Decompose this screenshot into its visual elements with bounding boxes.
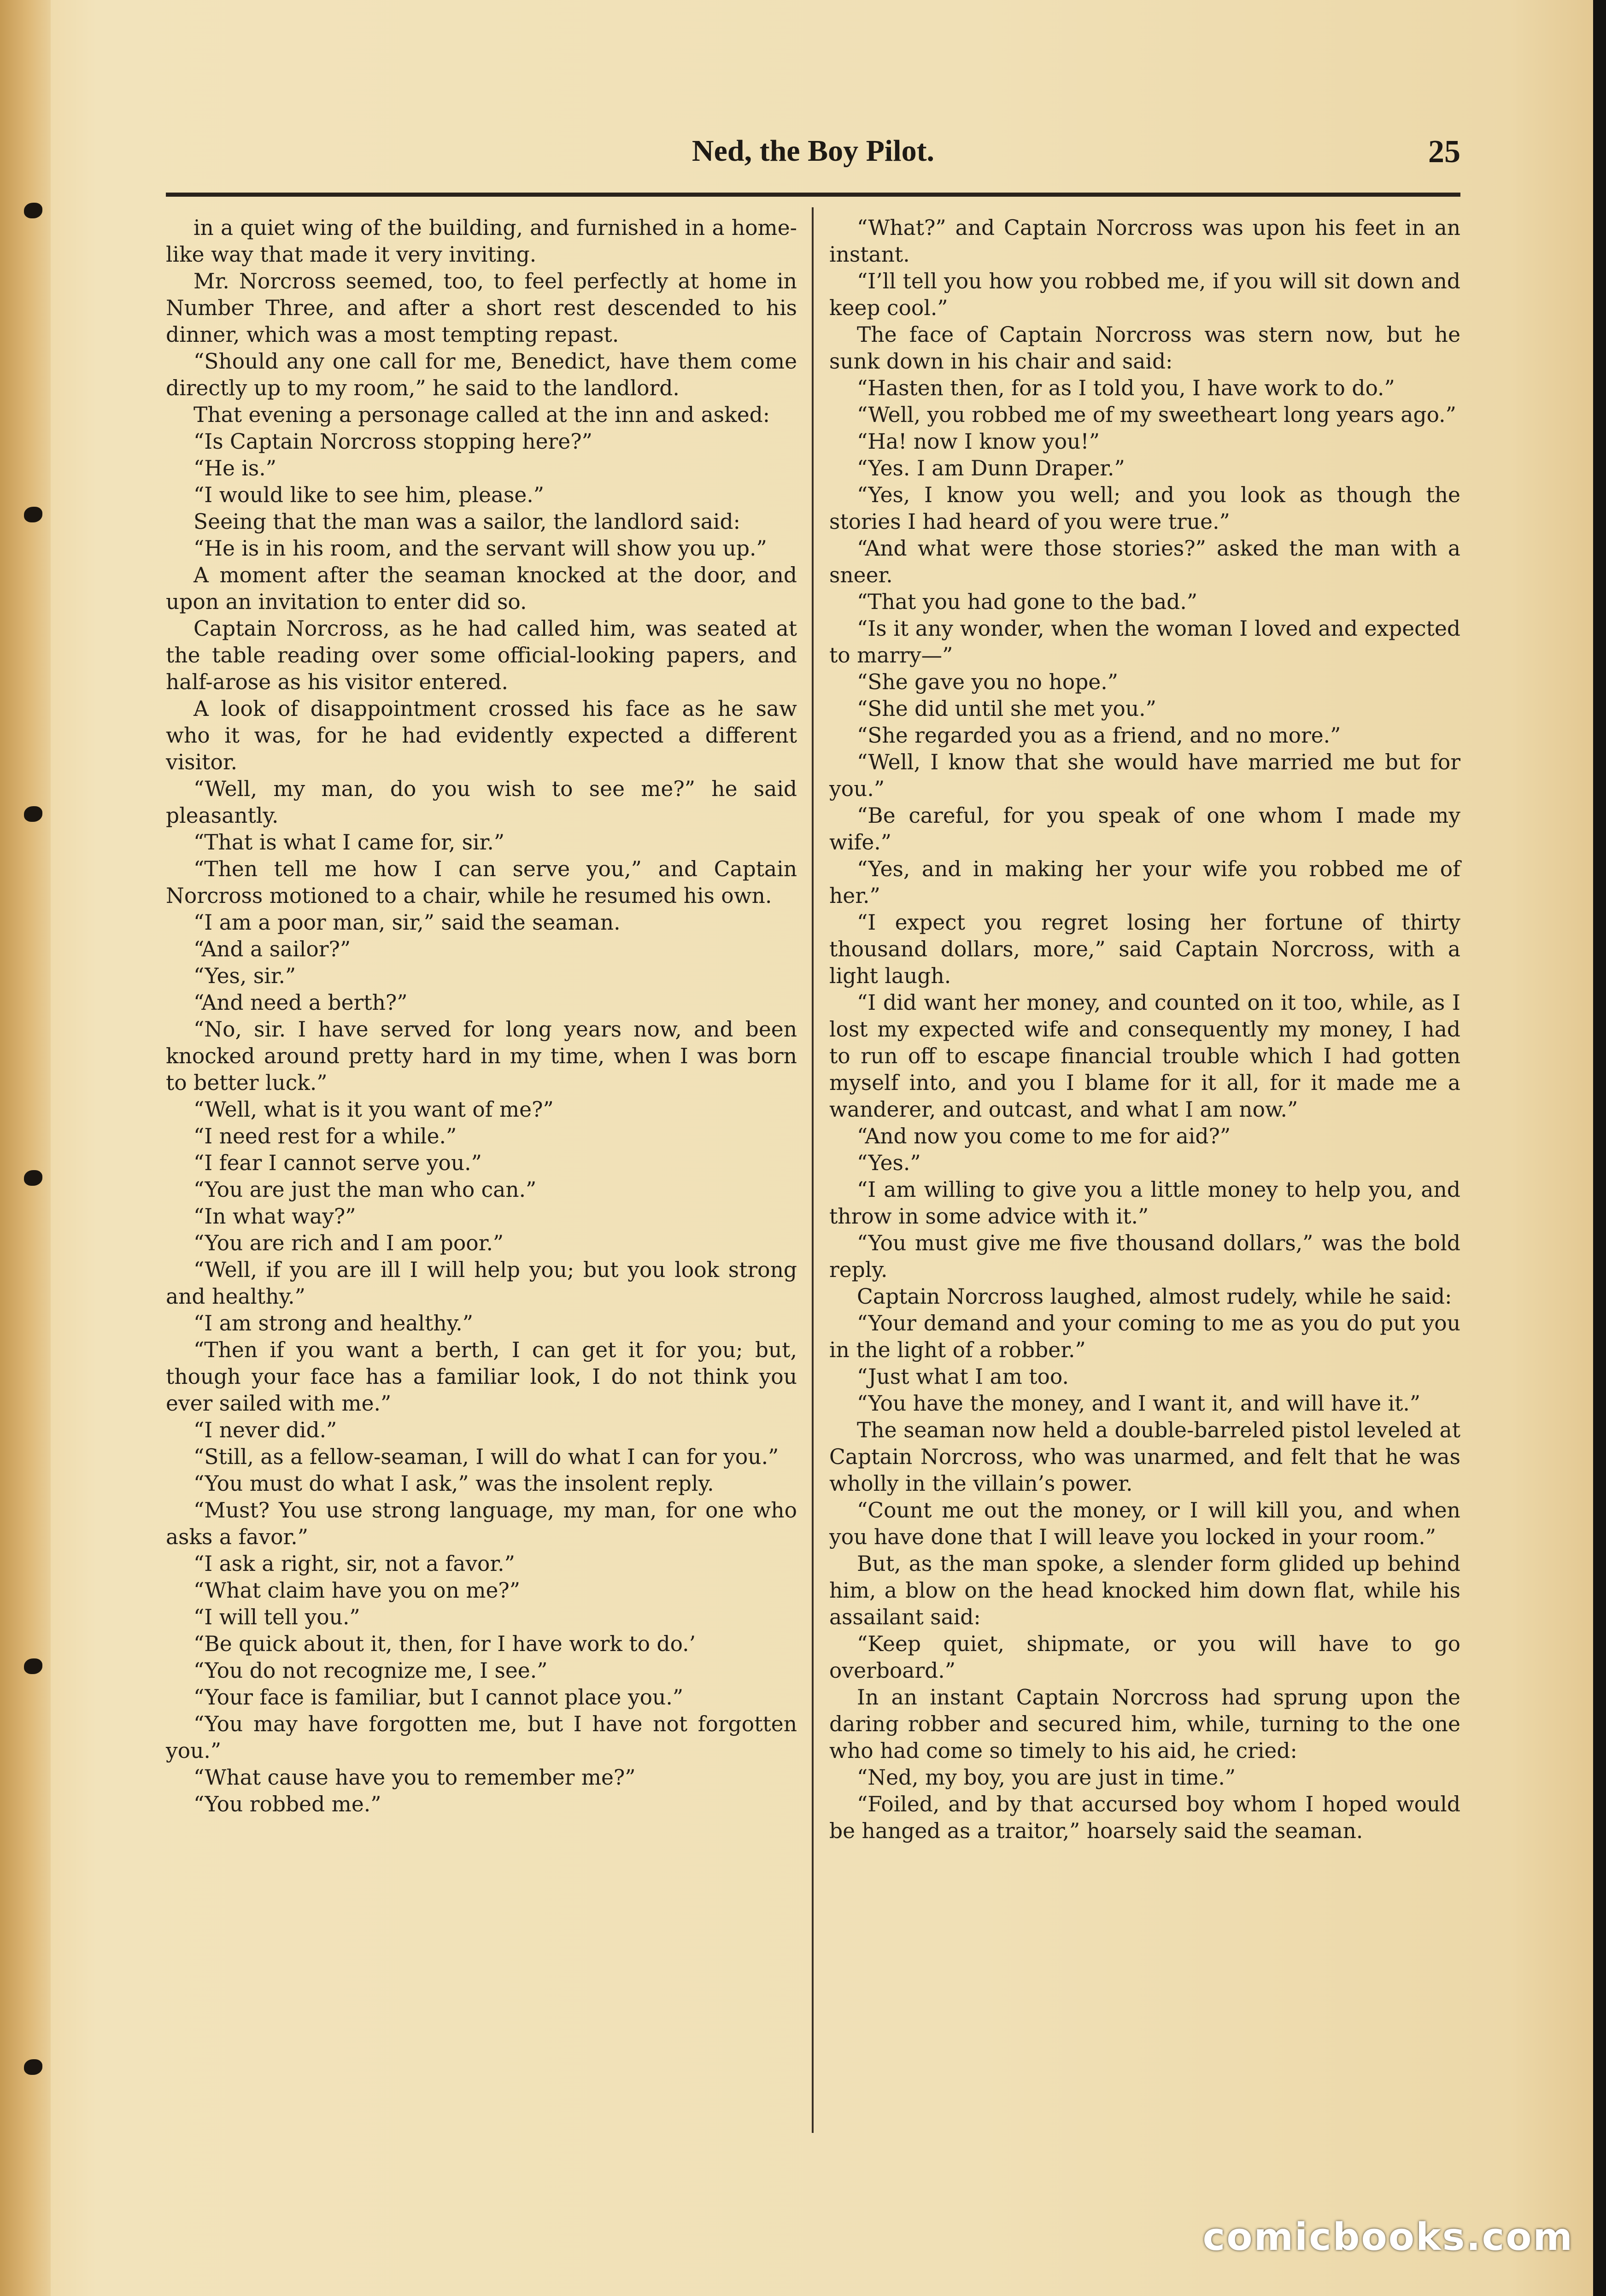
paragraph: “I ask a right, sir, not a favor.” (193, 1552, 515, 1576)
paragraph: “Should any one call for me, Benedict, have them come directly up to my room,” he said to the landlord. (166, 349, 797, 400)
paragraph: “You do not recognize me, I see.” (193, 1658, 548, 1683)
paragraph: “Foiled, and by that accursed boy whom I hoped would be hanged as a traitor,” hoarsely said the seaman. (829, 1792, 1460, 1843)
paragraph: “I expect you regret losing her fortune of thirty thousand dollars, more,” said Captain Norcross, with a light laugh. (829, 910, 1460, 988)
paragraph: “You robbed me.” (193, 1792, 381, 1816)
paragraph: “That you had gone to the bad.” (857, 590, 1198, 614)
paragraph: “You are just the man who can.” (193, 1177, 537, 1202)
paragraph: “I am a poor man, sir,” said the seaman. (193, 910, 621, 935)
paragraph: “Your demand and your coming to me as you do put you in the light of a robber.” (829, 1311, 1460, 1362)
paragraph: “Your face is familiar, but I cannot place you.” (193, 1685, 684, 1710)
binding-stitch (24, 1658, 42, 1674)
paragraph: “Must? You use strong language, my man, for one who asks a favor.” (166, 1498, 797, 1549)
paragraph: “Yes, sir.” (193, 964, 296, 988)
paragraph: “She regarded you as a friend, and no more.” (857, 723, 1341, 748)
page-binding-edge (0, 0, 51, 2296)
text-column-left (166, 215, 797, 1818)
paragraph: “I will tell you.” (193, 1605, 360, 1629)
paragraph: “Well, my man, do you wish to see me?” he said pleasantly. (166, 777, 797, 828)
paragraph: “Well, what is it you want of me?” (193, 1097, 554, 1122)
paragraph: A look of disappointment crossed his face as he saw who it was, for he had evidently expected a different visitor. (166, 697, 797, 774)
paragraph: “Be quick about it, then, for I have work to do.’ (193, 1632, 696, 1656)
binding-stitch (24, 1170, 42, 1186)
paragraph: “Yes. I am Dunn Draper.” (857, 456, 1125, 480)
paragraph: “And what were those stories?” asked the man with a sneer. (829, 536, 1460, 587)
paragraph: “Yes.” (857, 1151, 921, 1175)
paragraph: “Yes, I know you well; and you look as though the stories I had heard of you were true.” (829, 483, 1460, 534)
paragraph: “In what way?” (193, 1204, 356, 1229)
page-number: 25 (1428, 134, 1460, 170)
paragraph: “What claim have you on me?” (193, 1578, 521, 1603)
paragraph: “No, sir. I have served for long years now, and been knocked around pretty hard in my time, when I was born to better luck.” (166, 1017, 797, 1095)
binding-stitch (24, 2059, 42, 2075)
paragraph: “Ha! now I know you!” (857, 429, 1100, 454)
paragraph: “Then tell me how I can serve you,” and Captain Norcross motioned to a chair, while he resumed his own. (166, 857, 797, 908)
paragraph: The face of Captain Norcross was stern now, but he sunk down in his chair and said: (829, 322, 1460, 374)
paragraph: “Well, you robbed me of my sweetheart long years ago.” (857, 403, 1456, 427)
paragraph: “Still, as a fellow-seaman, I will do what I can for you.” (193, 1445, 779, 1469)
paragraph: “Well, if you are ill I will help you; but you look strong and healthy.” (166, 1258, 797, 1309)
binding-stitch (24, 203, 42, 218)
paragraph: Captain Norcross, as he had called him, was seated at the table reading over some official-looking papers, and half-arose as his visitor entered. (166, 616, 797, 694)
paragraph: “I did want her money, and counted on it too, while, as I lost my expected wife and consequently my money, I had to run off to escape financial trouble which I had gotten myself into, and you I blame for it all, for it made me a wanderer, and outcast, and what I am now.” (829, 990, 1460, 1122)
paragraph: “Yes, and in making her your wife you robbed me of her.” (829, 857, 1460, 908)
column-divider (812, 207, 814, 2133)
paragraph: “You are rich and I am poor.” (193, 1231, 504, 1255)
paragraph: The seaman now held a double-barreled pistol leveled at Captain Norcross, who was unarmed, and felt that he was wholly in the villain’s power. (829, 1418, 1460, 1496)
paragraph: A moment after the seaman knocked at the door, and upon an invitation to enter did so. (166, 563, 797, 614)
paragraph: “I need rest for a while.” (193, 1124, 457, 1148)
paragraph: “What?” and Captain Norcross was upon his feet in an instant. (829, 216, 1460, 267)
paragraph: “That is what I came for, sir.” (193, 830, 505, 855)
paragraph: That evening a personage called at the inn and asked: (193, 403, 770, 427)
paragraph: “And need a berth?” (193, 990, 408, 1015)
paragraph: “I am strong and healthy.” (193, 1311, 474, 1335)
paragraph: “You may have forgotten me, but I have not forgotten you.” (166, 1712, 797, 1763)
paragraph: “I would like to see him, please.” (193, 483, 545, 507)
paragraph: But, as the man spoke, a slender form glided up behind him, a blow on the head knocked him down flat, while his assailant said: (829, 1552, 1460, 1629)
running-header (166, 134, 1460, 184)
paragraph: in a quiet wing of the building, and furnished in a home-like way that made it very inviting. (166, 216, 797, 267)
paragraph: “Keep quiet, shipmate, or you will have to go overboard.” (829, 1632, 1460, 1683)
paragraph: “I’ll tell you how you robbed me, if you will sit down and keep cool.” (829, 269, 1460, 320)
paragraph: “She gave you no hope.” (857, 670, 1118, 694)
paragraph: “He is.” (193, 456, 276, 480)
paragraph: “Well, I know that she would have married me but for you.” (829, 750, 1460, 801)
binding-stitch (24, 507, 42, 522)
paragraph: “You must give me five thousand dollars,” was the bold reply. (829, 1231, 1460, 1282)
paragraph: “Just what I am too. (857, 1365, 1069, 1389)
running-title: Ned, the Boy Pilot. (692, 134, 935, 168)
page-edge-shadow (1593, 0, 1606, 2296)
paragraph: “Hasten then, for as I told you, I have work to do.” (857, 376, 1395, 400)
text-column-right (829, 215, 1460, 1845)
paragraph: “And now you come to me for aid?” (857, 1124, 1231, 1148)
paragraph: “Is Captain Norcross stopping here?” (193, 429, 592, 454)
header-rule (166, 193, 1460, 197)
paragraph: “She did until she met you.” (857, 697, 1156, 721)
watermark: comicbooks.com (1202, 2215, 1574, 2259)
paragraph: “You must do what I ask,” was the insolent reply. (193, 1471, 714, 1496)
paragraph: Mr. Norcross seemed, too, to feel perfectly at home in Number Three, and after a short rest descended to his dinner, which was a most tempting repast. (166, 269, 797, 347)
paragraph: “He is in his room, and the servant will show you up.” (193, 536, 767, 561)
paragraph: Captain Norcross laughed, almost rudely, while he said: (857, 1284, 1452, 1309)
paragraph: “Then if you want a berth, I can get it for you; but, though your face has a familiar look, I do not think you ever sailed with me.” (166, 1338, 797, 1416)
paragraph: In an instant Captain Norcross had sprung upon the daring robber and secured him, while, turning to the one who had come so timely to his aid, he cried: (829, 1685, 1460, 1763)
paragraph: “You have the money, and I want it, and will have it.” (857, 1391, 1421, 1416)
paragraph: “Be careful, for you speak of one whom I made my wife.” (829, 803, 1460, 855)
paragraph: “Count me out the money, or I will kill you, and when you have done that I will leave you locked in your room.” (829, 1498, 1460, 1549)
paragraph: Seeing that the man was a sailor, the landlord said: (193, 510, 740, 534)
paragraph: “What cause have you to remember me?” (193, 1765, 636, 1790)
binding-stitch (24, 806, 42, 822)
paragraph: “Is it any wonder, when the woman I loved and expected to marry—” (829, 616, 1460, 668)
paragraph: “I am willing to give you a little money to help you, and throw in some advice with it.” (829, 1177, 1460, 1229)
paragraph: “I never did.” (193, 1418, 337, 1442)
paragraph: “And a sailor?” (193, 937, 351, 961)
paragraph: “I fear I cannot serve you.” (193, 1151, 482, 1175)
paragraph: “Ned, my boy, you are just in time.” (857, 1765, 1236, 1790)
